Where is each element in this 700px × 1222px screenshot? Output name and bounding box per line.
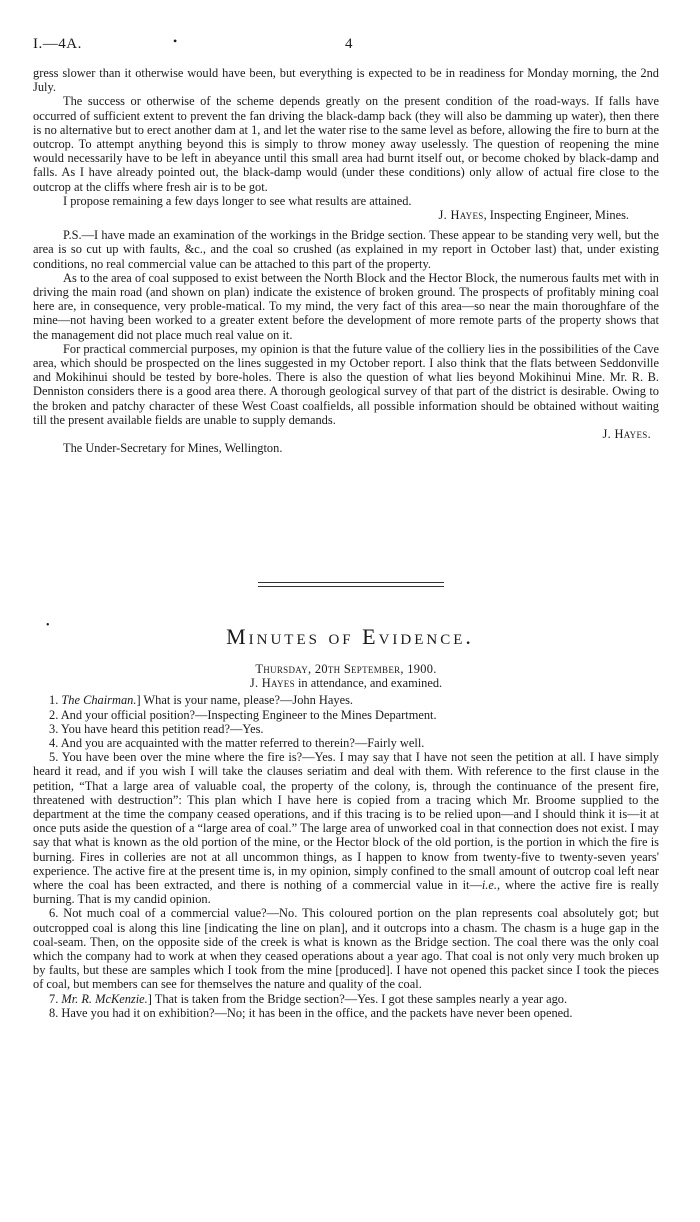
question-5: 5. You have been over the mine where the fire is?—Yes. I may say that I have not seen the petition at all. I have simply heard it read, and if you wish I will take the clauses seriatim and deal with them. With reference to the first clause in the petition, “That a large area of valuable coal, the property of the colony, is, through the continuance of the present fire, threatened with destruction”: This plan which I have here is copied from a tracing which Mr. Broome supplied to the department at the time the company ceased operations, and if this tracing is to be relied upon—and I should think it is—it at once puts aside the question of a “large area of coal.” The large area of unworked coal in that connection does not exist. I may say that what is known as the old portion of the mine, or the Hector block of the old portion, is the portion in which the fire is burning. Fires in colleries are not at all uncommon things, as I happen to know from twenty-five to twenty-seven years' experience. The active fire at the present time is, in my opinion, simply confined to the small amount of outcrop coal left near where the coal has been extracted, and there is nothing of a commercial value in it—i.e., where the active fire is really burning. That is my candid opinion. [33, 750, 659, 907]
question-3: 3. You have heard this petition read?—Yes. [49, 721, 264, 736]
postscript-paragraph-3: For practical commercial purposes, my opinion is that the future value of the colliery lies in the possibilities of the Cave area, which should be prospected on the lines suggested in my October report. I also think that the flats between Seddonville and Mokihinui should be tested by bore-holes. There is also the question of what lies beyond Mokihinui Mine. Mr. R. B. Denniston considers there is a good area there. A thorough geological survey of that part of the district is desirable. Owing to the broken and patchy character of these West Coast coalfields, all possible information should be obtained without waiting till the present available fields are unable to supply demands. [33, 341, 659, 427]
report-paragraph-1: gress slower than it otherwise would have been, but everything is expected to be in readiness for Monday morning, the 2nd July. [33, 66, 659, 95]
paper-reference: I.—4A. [33, 36, 82, 52]
witness-line: J. Hayes in attendance, and examined. [249, 676, 443, 691]
report-paragraph-2: The success or otherwise of the scheme depends greatly on the present condition of the road-ways. If falls have occurred of sufficient extent to prevent the fan driving the black-damp back (they will also be damming up water), then there is no alternative but to erect another dam at 1, and let the water rise to the same level as before, allowing the fire to burn at the outcrop. To attempt anything beyond this is simply to throw money away uselessly. The question of reopening the mine would necessarily have to be left in abeyance until this small area had burnt itself out, or become choked by black-damp and falls. As I have already pointed out, the black-damp would (under these conditions) only allow of actual fire close to the outcrop at the cliffs where fresh air is to be got. [33, 94, 659, 194]
divider-rule-bottom [258, 586, 444, 587]
signature-title: , Inspecting Engineer, Mines. [483, 208, 629, 223]
postscript-paragraph-1: P.S.—I have made an examination of the workings in the Bridge section. These appear to be standing very well, but the area is so cut up with faults, &c., and the coal so crushed (as explained in my report in October last) that, under existing conditions, no real commercial value can be attached to this part of the property. [33, 228, 659, 271]
page-header [33, 36, 660, 56]
question-4: 4. And you are acquainted with the matter referred to therein?—Fairly well. [49, 736, 425, 751]
report-letter [33, 66, 659, 455]
question-7: 7. Mr. R. McKenzie.] That is taken from the Bridge section?—Yes. I got these samples nearly a year ago. [49, 991, 568, 1006]
question-2: 2. And your official position?—Inspecting Engineer to the Mines Department. [49, 707, 437, 722]
section-heading: Minutes of Evidence. [226, 624, 474, 649]
header-mark: • [173, 34, 178, 48]
witness-name: J. Hayes [249, 676, 295, 691]
question-6: 6. Not much coal of a commercial value?—No. This coloured portion on the plan represents coal absolutely got; but outcropped coal is along this line [indicating the line on plan], and it outcrops into a chasm. The chasm is a huge gap in the coal-seam. Then, on the opposite side of the creek is what is known as the Bridge section. The coal there was the only coal which the company had to work at when they ceased operations about a year ago. That coal is not only very much broken up by faults, but these are samples which I took from the mine [produced]. I have not opened this packet since I took the pieces of coal, but members can see for themselves the nature and quality of the coal. [33, 906, 659, 992]
postscript-paragraph-2: As to the area of coal supposed to exist between the North Block and the Hector Block, the numerous faults met with in driving the main road (and shown on plan) indicate the existence of broken ground. The prospects of profitably mining coal here are, in consequence, very proble-matical. To my mind, the very fact of this area—so near the main thoroughfare of the mine—not having been worked to a greater extent before the development of more remote parts of the property shows that the management did not place much real value on it. [33, 270, 659, 342]
session-date: Thursday, 20th September, 1900. [255, 662, 437, 676]
speaker-mckenzie: Mr. R. McKenzie. [61, 991, 148, 1006]
addressee: The Under-Secretary for Mines, Wellington. [63, 441, 283, 456]
question-1: 1. The Chairman.] What is your name, please?—John Hayes. [49, 693, 353, 708]
stray-mark: • [46, 620, 50, 631]
divider-rule-top [258, 582, 444, 583]
minutes-of-evidence [33, 662, 659, 1020]
question-8: 8. Have you had it on exhibition?—No; it has been in the office, and the packets have never been opened. [49, 1005, 573, 1020]
report-paragraph-3: I propose remaining a few days longer to see what results are attained. [63, 193, 412, 208]
page-number: 4 [345, 36, 353, 52]
signature-name: J. Hayes [438, 208, 484, 223]
postscript-signature: J. Hayes. [602, 427, 651, 442]
speaker-chairman: The Chairman. [61, 693, 137, 708]
report-signature [33, 208, 659, 222]
